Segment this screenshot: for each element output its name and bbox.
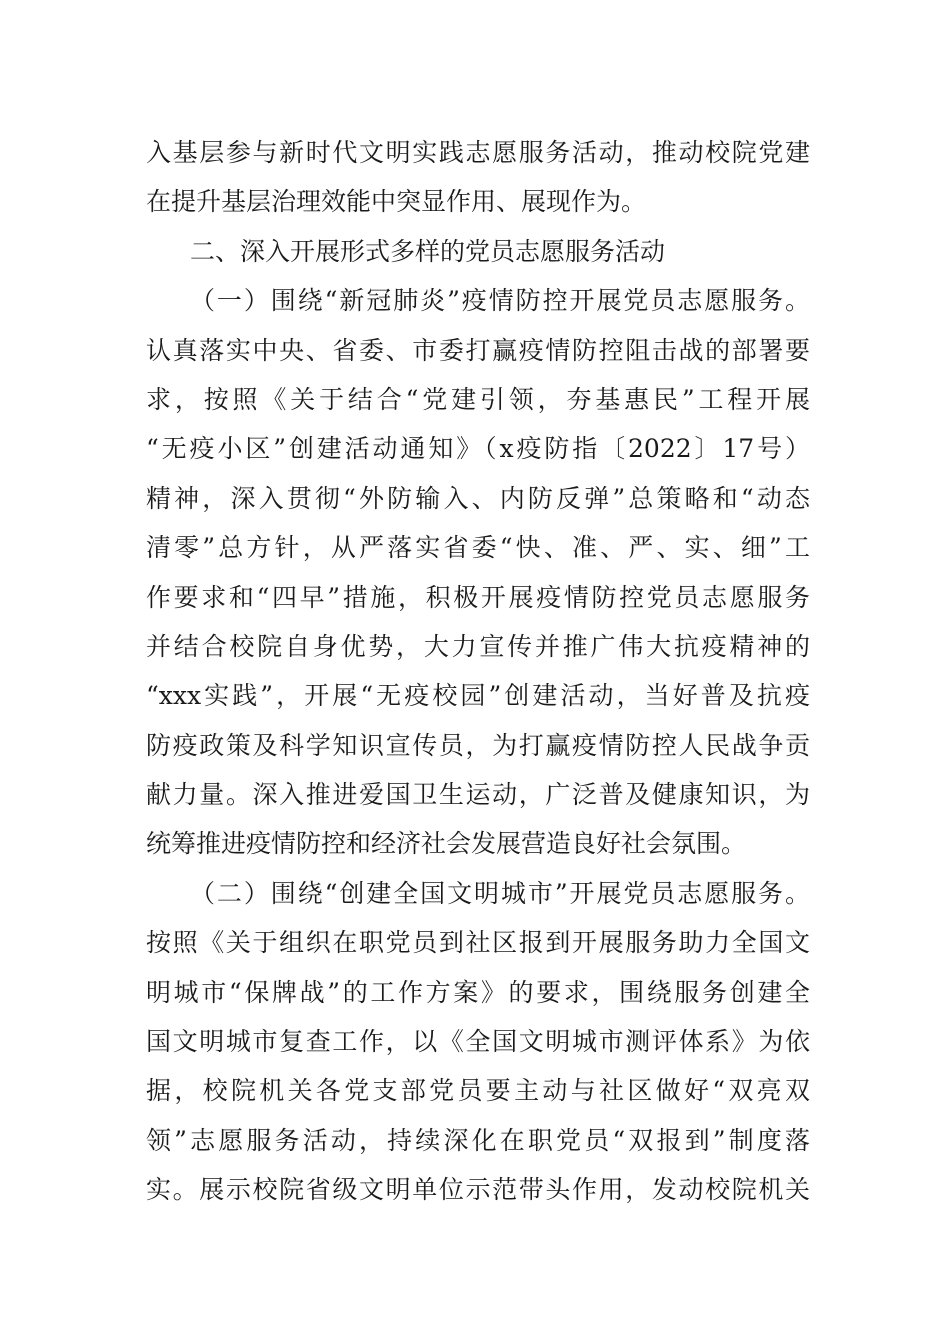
paragraph-line: 入基层参与新时代文明实践志愿服务活动，推动校院党建 bbox=[146, 138, 810, 167]
paragraph-line: 领”志愿服务活动，持续深化在职党员“双报到”制度落 bbox=[146, 1125, 810, 1155]
paragraph-line: 认真落实中央、省委、市委打赢疫情防控阻击战的部署要 bbox=[146, 335, 810, 365]
paragraph-line: 防疫政策及科学知识宣传员，为打赢疫情防控人民战争贡 bbox=[146, 730, 810, 760]
paragraph-line: “无疫小区”创建活动通知》（x疫防指〔2022〕17号） bbox=[146, 434, 810, 464]
subsection-heading: （二）围绕“创建全国文明城市”开展党员志愿服务。 bbox=[190, 878, 810, 908]
paragraph-line: 按照《关于组织在职党员到社区报到开展服务助力全国文 bbox=[146, 928, 810, 958]
paragraph-line: “xxx实践”，开展“无疫校园”创建活动，当好普及抗疫 bbox=[146, 681, 810, 711]
paragraph-line: 清零”总方针，从严落实省委“快、准、严、实、细”工 bbox=[146, 533, 810, 563]
document-body bbox=[146, 128, 810, 1215]
subsection-heading: （一）围绕“新冠肺炎”疫情防控开展党员志愿服务。 bbox=[190, 286, 810, 316]
paragraph-line: 实。展示校院省级文明单位示范带头作用，发动校院机关 bbox=[146, 1175, 810, 1205]
paragraph-line: 统筹推进疫情防控和经济社会发展营造良好社会氛围。 bbox=[146, 829, 747, 859]
paragraph-line: 并结合校院自身优势，大力宣传并推广伟大抗疫精神的 bbox=[146, 631, 810, 661]
paragraph-line: 在提升基层治理效能中突显作用、展现作为。 bbox=[146, 187, 647, 217]
paragraph-line: 献力量。深入推进爱国卫生运动，广泛普及健康知识，为 bbox=[146, 780, 810, 810]
paragraph-line: 精神，深入贯彻“外防输入、内防反弹”总策略和“动态 bbox=[146, 483, 810, 513]
section-heading: 二、深入开展形式多样的党员志愿服务活动 bbox=[190, 236, 666, 266]
paragraph-line: 国文明城市复查工作，以《全国文明城市测评体系》为依 bbox=[146, 1027, 810, 1057]
paragraph-line: 明城市“保牌战”的工作方案》的要求，围绕服务创建全 bbox=[146, 977, 810, 1007]
paragraph-line: 求，按照《关于结合“党建引领，夯基惠民”工程开展 bbox=[146, 384, 810, 414]
paragraph-line: 作要求和“四早”措施，积极开展疫情防控党员志愿服务 bbox=[146, 582, 810, 612]
paragraph-line: 据，校院机关各党支部党员要主动与社区做好“双亮双 bbox=[146, 1076, 810, 1106]
